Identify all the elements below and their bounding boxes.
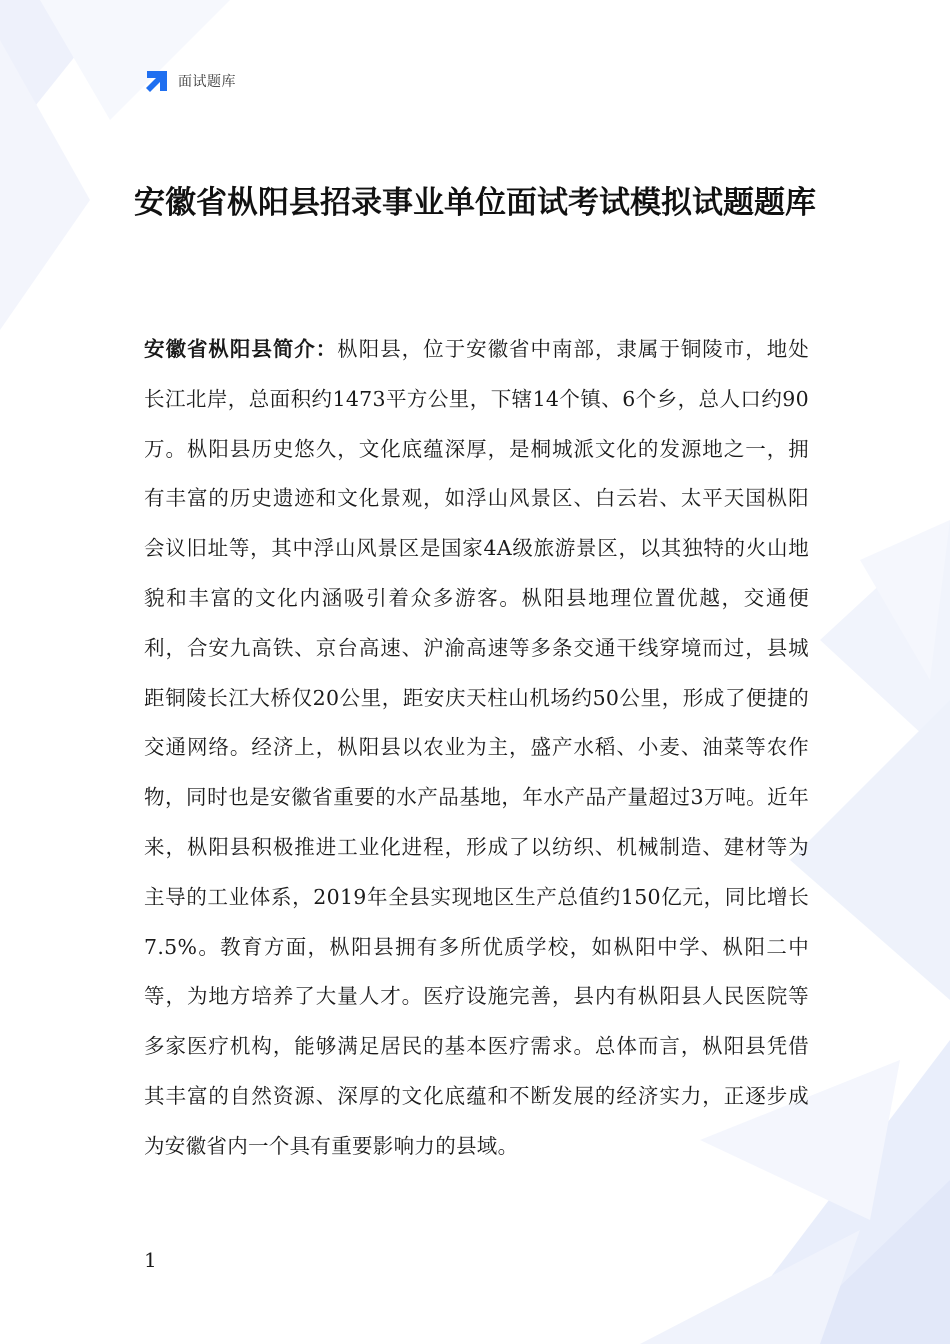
document-title: 安徽省枞阳县招录事业单位面试考试模拟试题题库	[134, 185, 816, 221]
arrow-up-right-icon	[144, 68, 170, 94]
intro-body: 枞阳县，位于安徽省中南部，隶属于铜陵市，地处长江北岸，总面积约1473平方公里，下辖14个镇、6个乡，总人口约90万。枞阳县历史悠久，文化底蕴深厚，是桐城派文化的发源地之一，拥有丰富的历史遗迹和文化景观，如浮山风景区、白云岩、太平天国枞阳会议旧址等，其中浮山风景区是国家4A级旅游景区，以其独特的火山地貌和丰富的文化内涵吸引着众多游客。枞阳县地理位置优越，交通便利，合安九高铁、京台高速、沪渝高速等多条交通干线穿境而过，县城距铜陵长江大桥仅20公里，距安庆天柱山机场约50公里，形成了便捷的交通网络。经济上，枞阳县以农业为主，盛产水稻、小麦、油菜等农作物，同时也是安徽省重要的水产品基地，年水产品产量超过3万吨。近年来，枞阳县积极推进工业化进程，形成了以纺织、机械制造、建材等为主导的工业体系，2019年全县实现地区生产总值约150亿元，同比增长7.5%。教育方面，枞阳县拥有多所优质学校，如枞阳中学、枞阳二中等，为地方培养了大量人才。医疗设施完善，县内有枞阳县人民医院等多家医疗机构，能够满足居民的基本医疗需求。总体而言，枞阳县凭借其丰富的自然资源、深厚的文化底蕴和不断发展的经济实力，正逐步成为安徽省内一个具有重要影响力的县域。	[144, 337, 809, 1158]
intro-label: 安徽省枞阳县简介：	[144, 337, 338, 361]
page-number: 1	[144, 1248, 157, 1272]
brand-header	[144, 68, 236, 94]
intro-paragraph	[144, 325, 809, 1172]
brand-name: 面试题库	[178, 74, 236, 90]
